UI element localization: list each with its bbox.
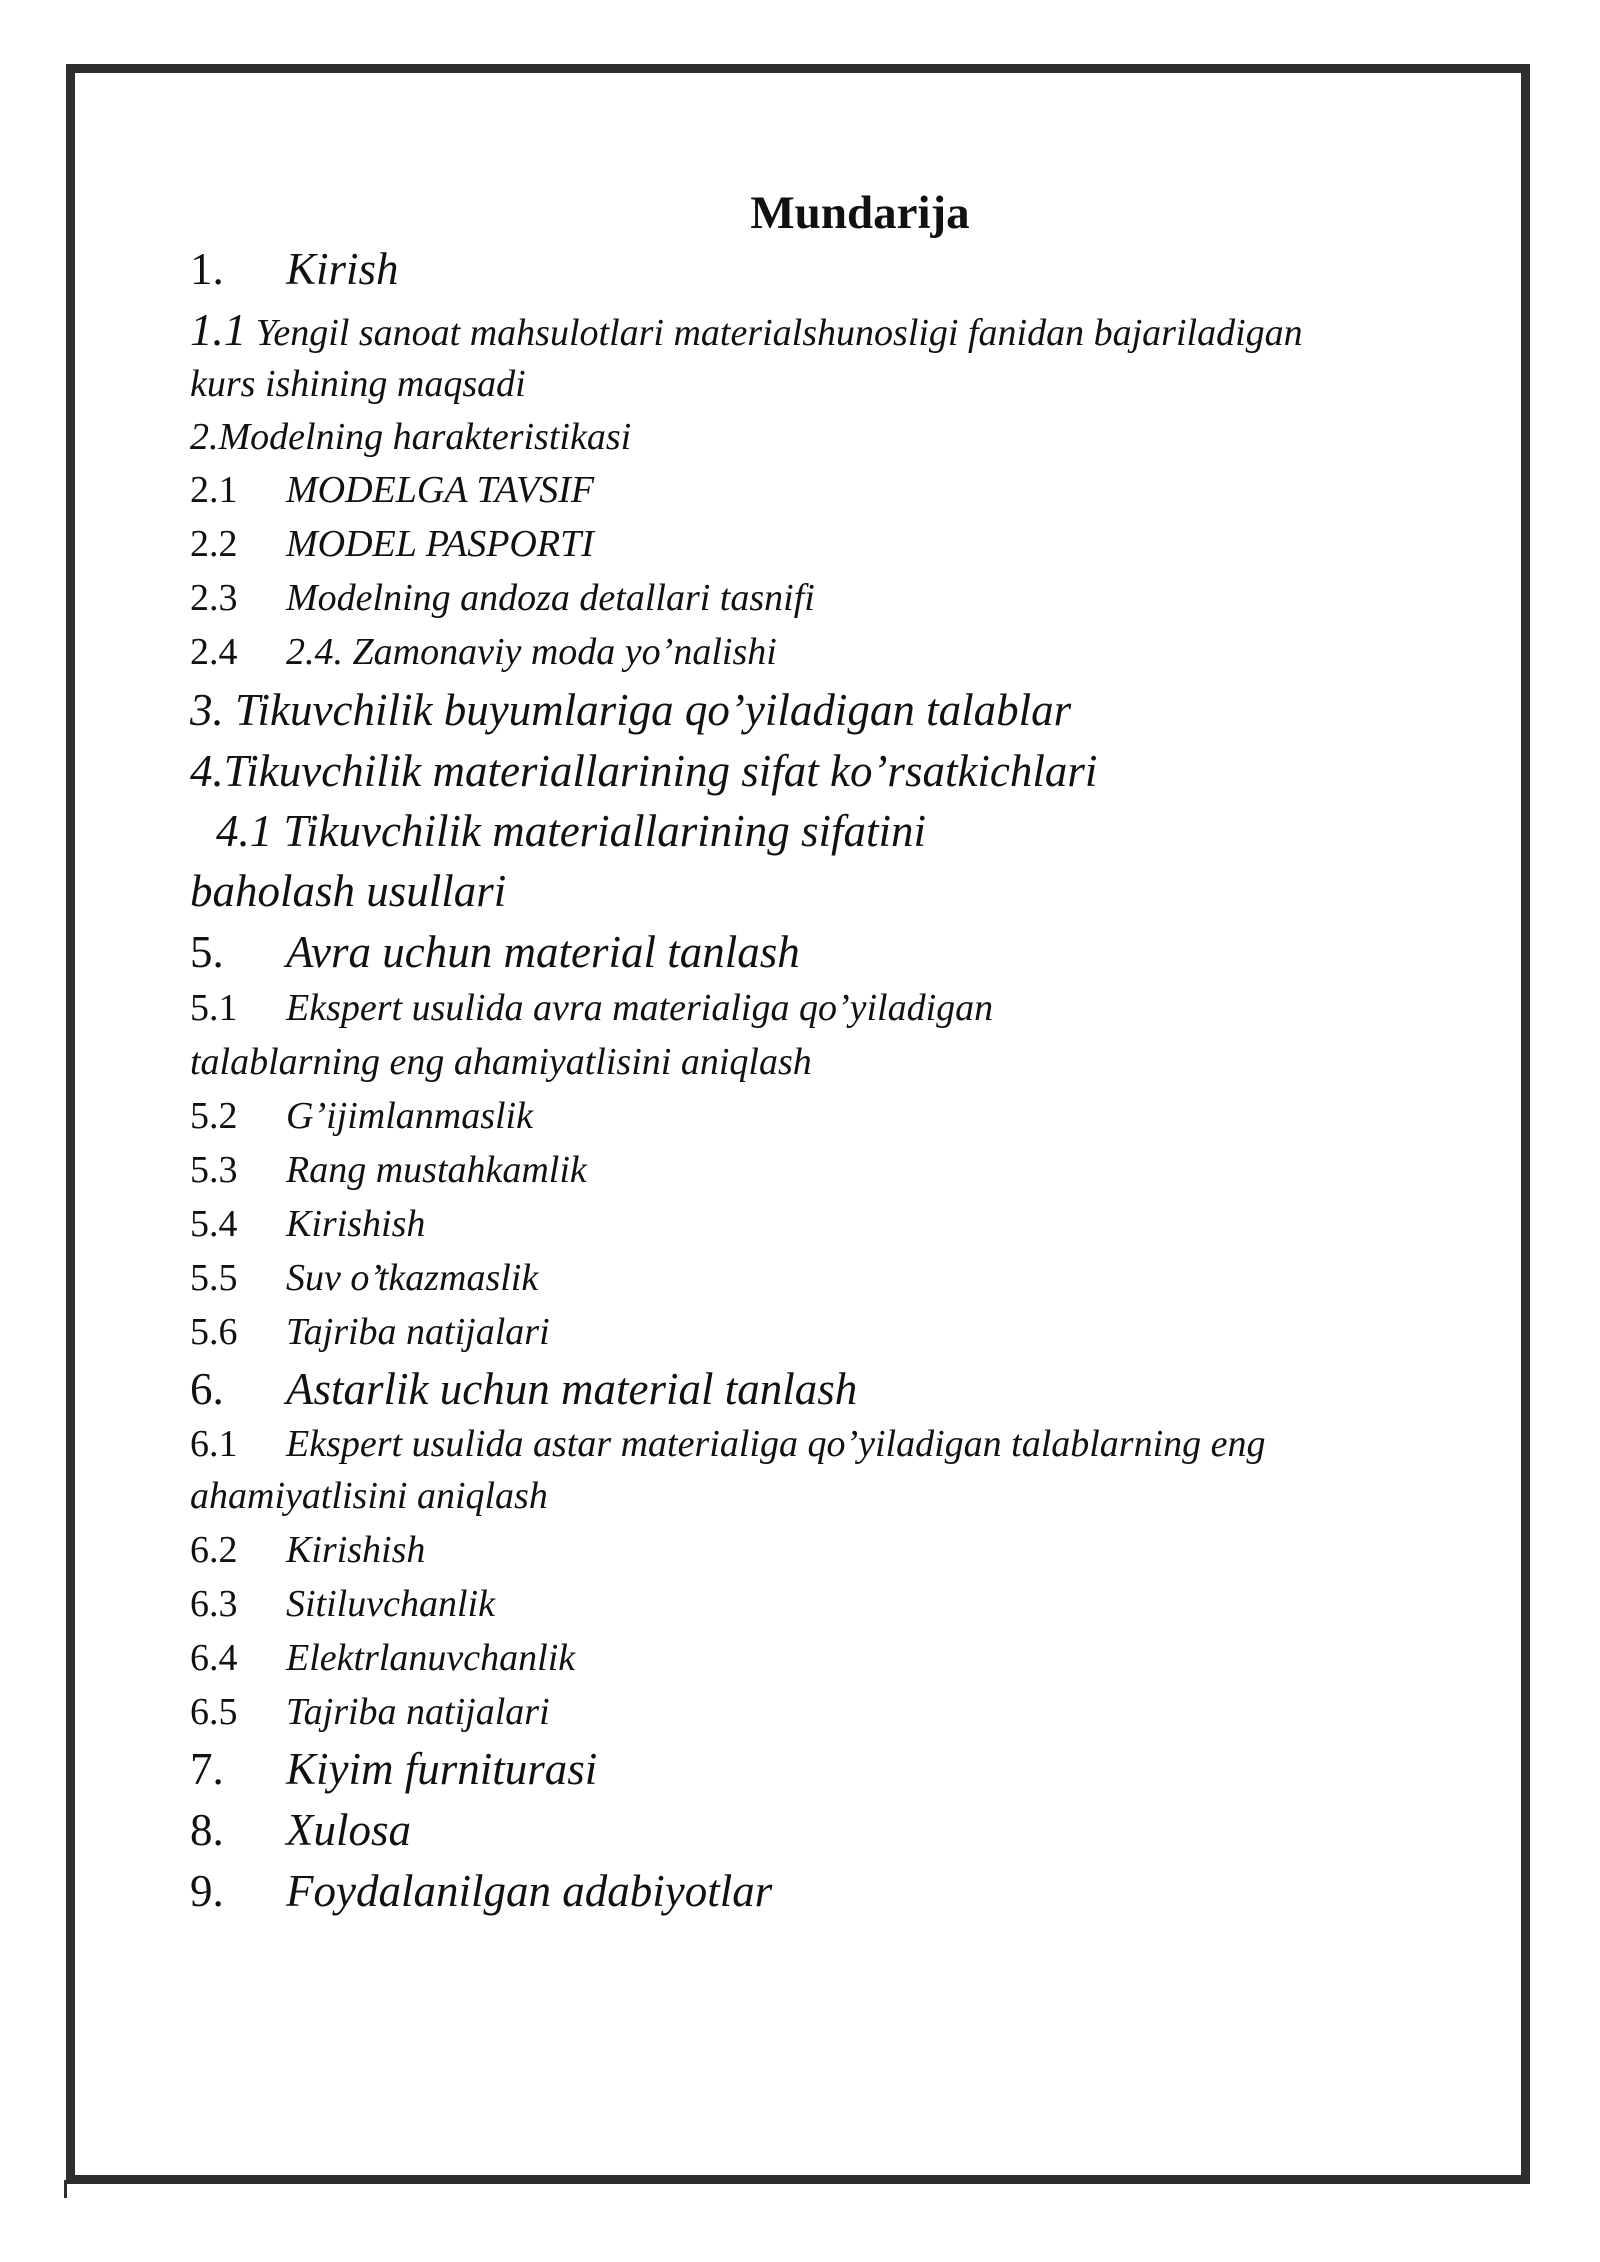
toc-text: Kiyim furniturasi <box>286 1744 598 1794</box>
toc-number: 5. <box>190 927 224 977</box>
toc-number: 5.3 <box>190 1149 238 1191</box>
toc-text: G’ijimlanmaslik <box>286 1095 533 1137</box>
toc-entry-continuation <box>190 1474 548 1518</box>
toc-entry-5-2 <box>190 1094 533 1138</box>
toc-entry-6-3 <box>190 1582 495 1626</box>
toc-text: Tajriba natijalari <box>286 1691 550 1733</box>
toc-entry-6 <box>190 1364 857 1414</box>
toc-number: 7. <box>190 1744 224 1794</box>
toc-number: 5.6 <box>190 1311 238 1353</box>
toc-number: 1. <box>190 244 224 294</box>
toc-text: 4.1 Tikuvchilik materiallarining sifatini <box>216 806 926 856</box>
toc-text: 3. Tikuvchilik buyumlariga qo’yiladigan talablar <box>190 685 1072 735</box>
toc-number: 2.3 <box>190 577 238 619</box>
toc-number: 5.2 <box>190 1095 238 1137</box>
border-mark <box>64 2180 67 2198</box>
toc-text: Rang mustahkamlik <box>286 1149 587 1191</box>
toc-text: Avra uchun material tanlash <box>286 927 800 977</box>
toc-entry-2-4 <box>190 630 777 674</box>
toc-text: Kirish <box>286 244 399 294</box>
toc-text: Yengil sanoat mahsulotlari materialshunosligi fanidan bajariladigan <box>255 312 1303 354</box>
toc-number: 2.4 <box>190 631 238 673</box>
toc-entry-5-1 <box>190 986 993 1030</box>
toc-text: kurs ishining maqsadi <box>190 363 526 405</box>
toc-entry-8 <box>190 1805 411 1855</box>
toc-number: 6.5 <box>190 1691 238 1733</box>
toc-number: 2.2 <box>190 523 238 565</box>
toc-entry-9 <box>190 1866 772 1916</box>
toc-entry-2-3 <box>190 576 815 620</box>
toc-text: ahamiyatlisini aniqlash <box>190 1475 548 1517</box>
toc-entry-4 <box>190 746 1097 796</box>
toc-number: 8. <box>190 1805 224 1855</box>
toc-entry-2-2 <box>190 522 594 566</box>
toc-text: 2.Modelning harakteristikasi <box>190 416 632 458</box>
toc-entry-5-6 <box>190 1310 550 1354</box>
toc-text: Xulosa <box>286 1805 412 1855</box>
toc-entry-7 <box>190 1744 597 1794</box>
toc-entry-5-5 <box>190 1256 538 1300</box>
toc-number: 9. <box>190 1866 224 1916</box>
toc-number: 6.1 <box>190 1423 238 1465</box>
toc-text: MODEL PASPORTI <box>286 523 594 565</box>
toc-text: Suv o’tkazmaslik <box>286 1257 539 1299</box>
toc-number: 1.1 <box>190 305 247 355</box>
toc-entry-2-1 <box>190 468 594 512</box>
toc-entry-continuation <box>190 362 526 406</box>
toc-entry-4-1 <box>216 806 926 856</box>
toc-text: Kirishish <box>286 1203 426 1245</box>
toc-text: Tajriba natijalari <box>286 1311 550 1353</box>
toc-number: 2.1 <box>190 469 238 511</box>
toc-text: Astarlik uchun material tanlash <box>286 1364 858 1414</box>
toc-entry-5-4 <box>190 1202 425 1246</box>
toc-text: 4.Tikuvchilik materiallarining sifat ko’rsatkichlari <box>190 746 1098 796</box>
toc-entry-6-4 <box>190 1636 575 1680</box>
page-title: Mundarija <box>750 187 970 239</box>
toc-entry-5 <box>190 927 800 977</box>
toc-number: 6. <box>190 1364 224 1414</box>
toc-text: Kirishish <box>286 1529 426 1571</box>
toc-entry-1 <box>190 244 399 294</box>
toc-text: talablarning eng ahamiyatlisini aniqlash <box>190 1041 812 1083</box>
toc-text: Ekspert usulida astar materialiga qo’yiladigan talablarning eng <box>286 1423 1266 1465</box>
toc-text: Sitiluvchanlik <box>286 1583 495 1625</box>
toc-text: Foydalanilgan adabiyotlar <box>286 1866 773 1916</box>
toc-entry-6-2 <box>190 1528 425 1572</box>
toc-entry-3 <box>190 685 1071 735</box>
toc-entry-2 <box>190 415 631 459</box>
toc-entry-1-1 <box>190 305 1303 355</box>
toc-entry-continuation <box>190 866 506 916</box>
toc-number: 6.4 <box>190 1637 238 1679</box>
toc-number: 5.5 <box>190 1257 238 1299</box>
toc-entry-5-3 <box>190 1148 587 1192</box>
toc-text: MODELGA TAVSIF <box>286 469 595 511</box>
toc-entry-continuation <box>190 1040 812 1084</box>
toc-text: Modelning andoza detallari tasnifi <box>286 577 815 619</box>
toc-text: 2.4. Zamonaviy moda yo’nalishi <box>286 631 777 673</box>
toc-number: 6.2 <box>190 1529 238 1571</box>
toc-text: Ekspert usulida avra materialiga qo’yiladigan <box>286 987 994 1029</box>
toc-number: 6.3 <box>190 1583 238 1625</box>
toc-text: Elektrlanuvchanlik <box>286 1637 576 1679</box>
toc-entry-6-1 <box>190 1422 1266 1466</box>
toc-entry-6-5 <box>190 1690 550 1734</box>
toc-number: 5.4 <box>190 1203 238 1245</box>
toc-text: baholash usullari <box>190 866 507 916</box>
toc-number: 5.1 <box>190 987 238 1029</box>
